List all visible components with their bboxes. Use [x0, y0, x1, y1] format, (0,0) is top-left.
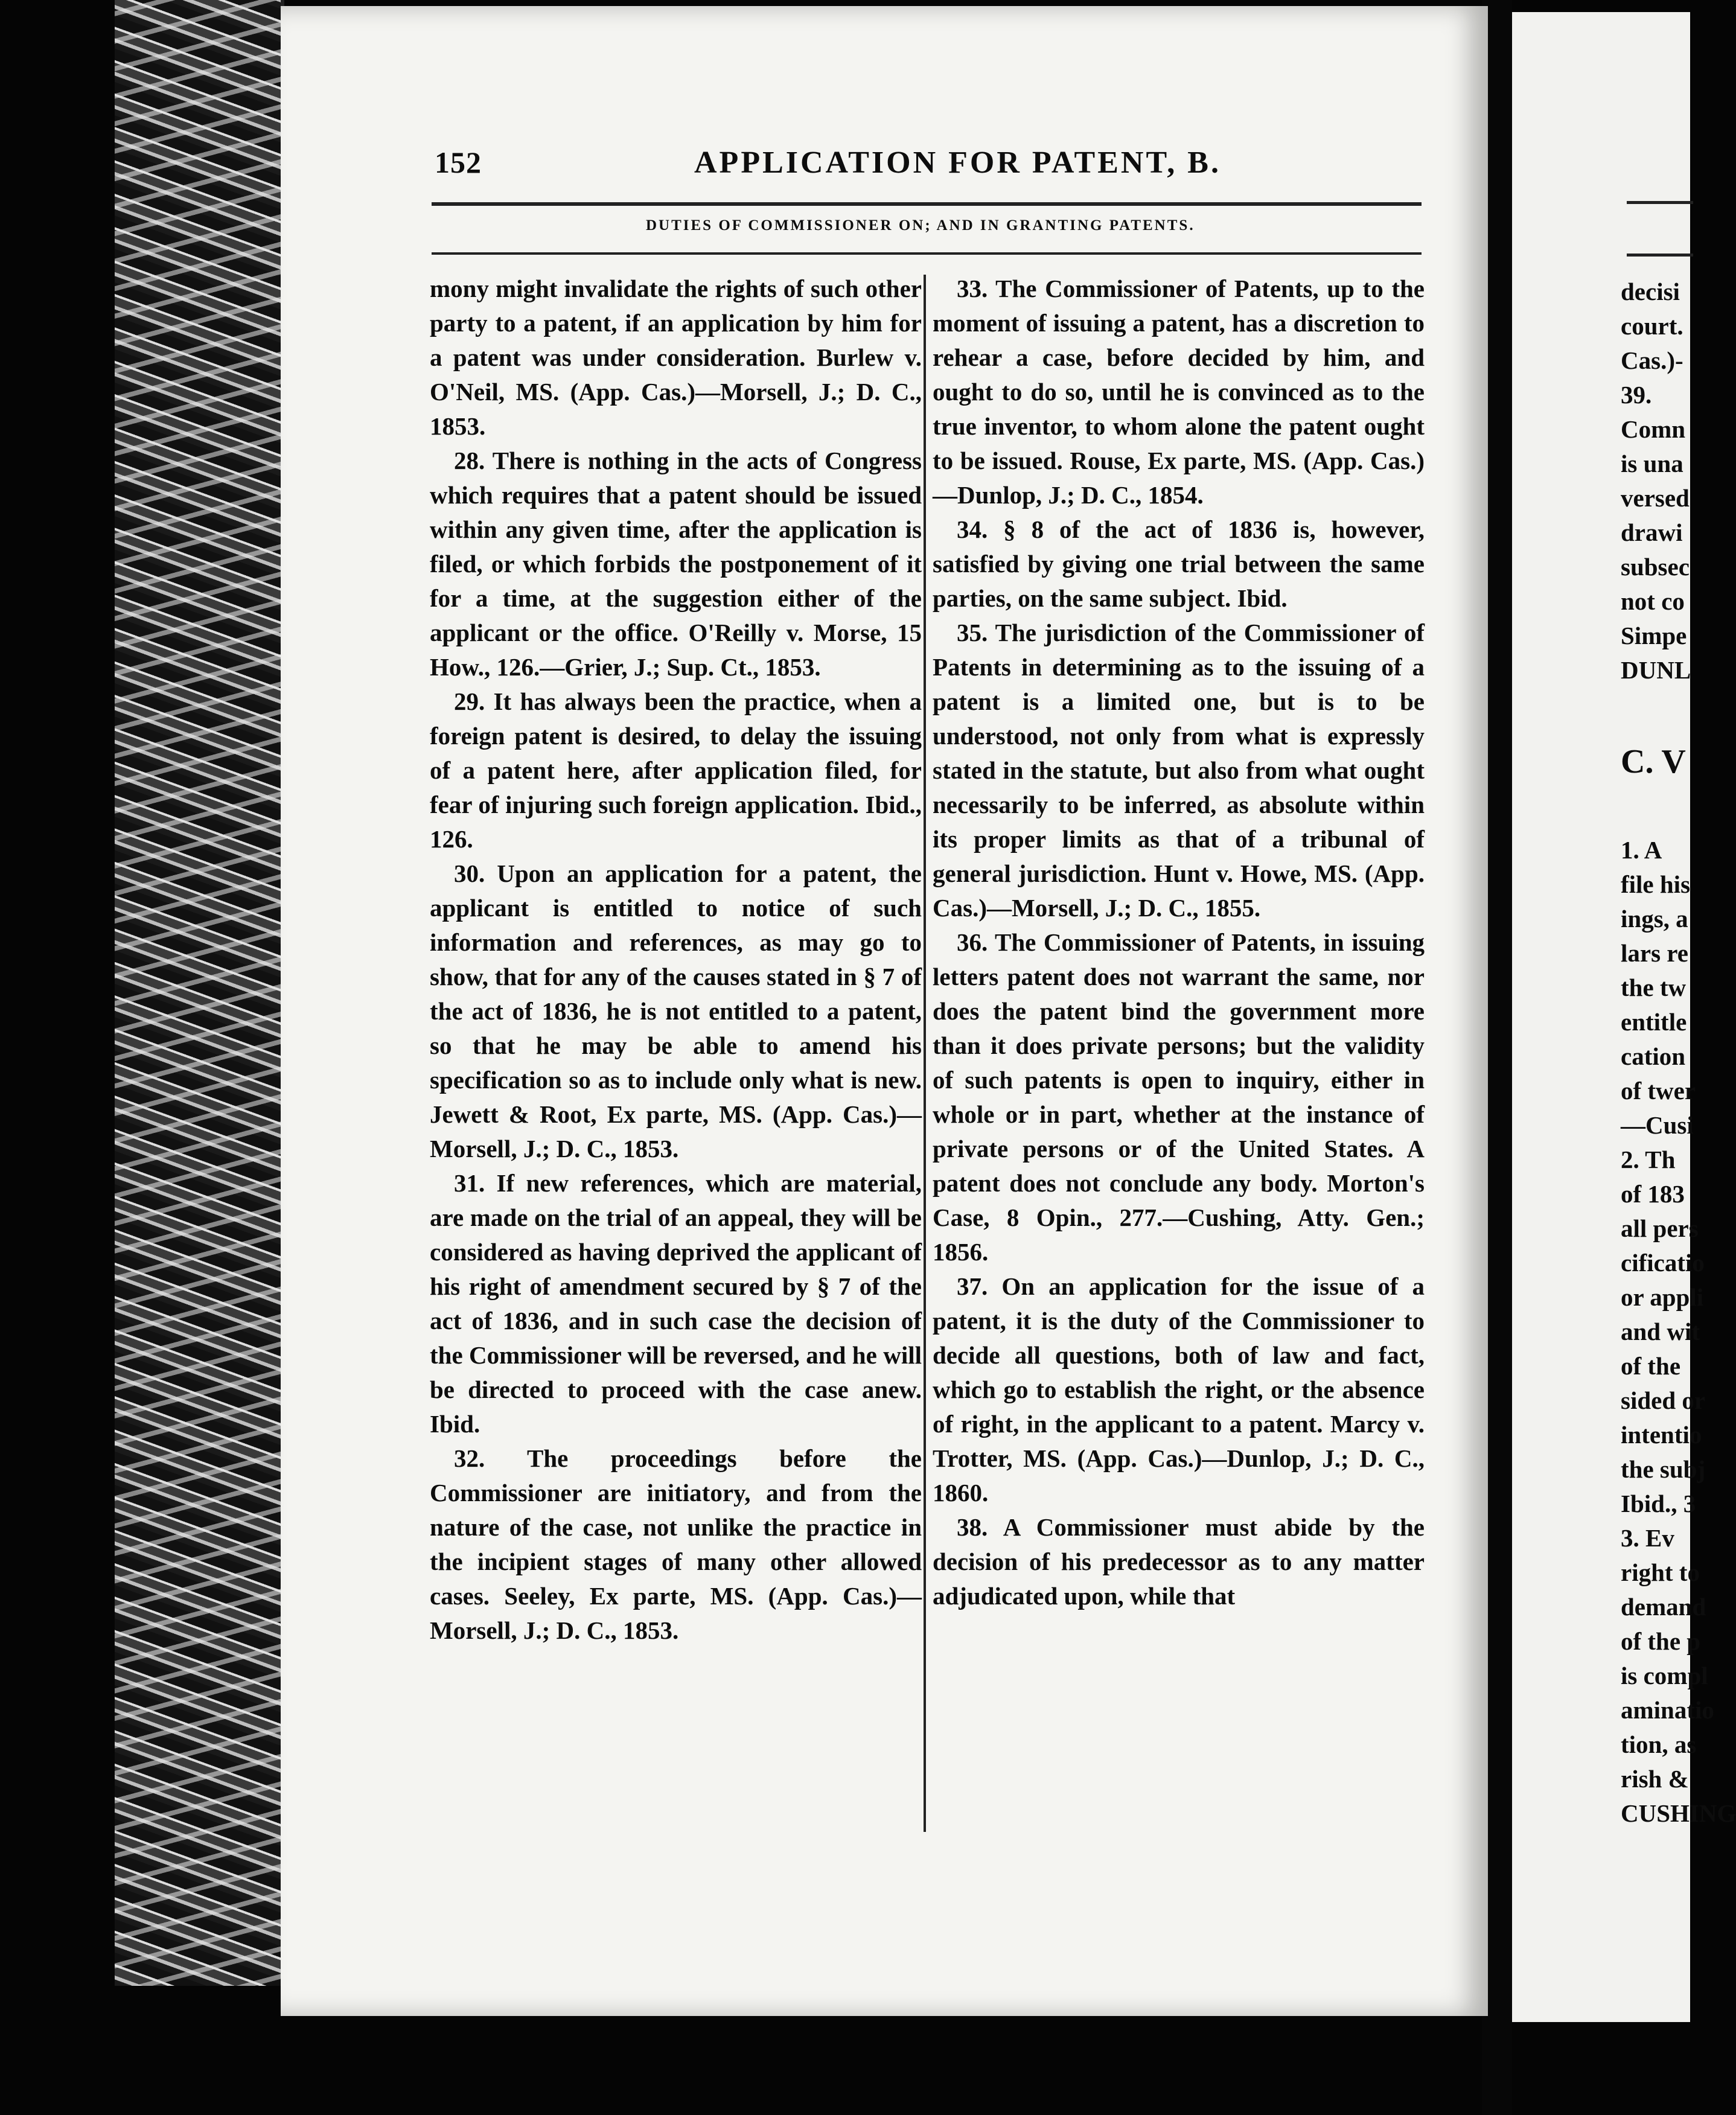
right-page-fragment-line: the tw	[1621, 974, 1687, 1001]
right-page-fragment-line: subsec	[1621, 553, 1690, 581]
right-page-fragment-line: is compl	[1621, 1662, 1708, 1689]
marbled-book-edge	[115, 0, 284, 1986]
right-page-fragment-line: cificatio	[1621, 1249, 1705, 1277]
right-text-column	[933, 272, 1425, 1613]
right-page-fragment-line: entitle	[1621, 1008, 1687, 1036]
right-page-fragment-line: Cas.)-	[1621, 346, 1683, 374]
column-divider	[924, 275, 926, 1832]
right-page-fragment-line: drawi	[1621, 518, 1683, 546]
right-page-fragment-line: file his	[1621, 870, 1691, 898]
right-page-fragment-line: of the p	[1621, 1627, 1701, 1655]
right-page-fragment-line: right to	[1621, 1558, 1700, 1586]
subheading-rule	[432, 252, 1422, 255]
header-rule	[432, 202, 1422, 206]
paragraph-35: 35. The jurisdiction of the Commissioner of Patents in determining as to the issuing of a patent is a limited one, but is to be understood, not only from what is expressly stated in the statute, but also from what ought necessarily to be inferred, as absolute within its proper limits as that of a tribunal of general jurisdiction. Hunt v. Howe, MS. (App. Cas.)—Morsell, J.; D. C., 1855.	[933, 619, 1425, 922]
right-page-fragment-line: sided or	[1621, 1386, 1706, 1414]
right-page-fragment-line: rish &	[1621, 1765, 1689, 1793]
right-page-fragment-line: court.	[1621, 312, 1683, 340]
right-page-fragment-line: versed	[1621, 484, 1690, 512]
right-page-fragment-line: demand	[1621, 1593, 1706, 1621]
paragraph-continued: mony might invalidate the rights of such other party to a patent, if an application by him for a patent was under consideration. Burlew v. O'Neil, MS. (App. Cas.)—Morsell, J.; D. C., 1853.	[430, 275, 922, 440]
right-page-fragment-line: 39.	[1621, 381, 1652, 409]
paragraph-37: 37. On an application for the issue of a patent, it is the duty of the Commissioner to decide all questions, both of law and fact, which go to establish the right, or the absence of right, in the applicant to a patent. Marcy v. Trotter, MS. (App. Cas.)—Dunlop, J.; D. C., 1860.	[933, 1272, 1425, 1507]
paragraph-34: 34. § 8 of the act of 1836 is, however, satisfied by giving one trial between the same parties, on the same subject. Ibid.	[933, 515, 1425, 612]
paragraph-33: 33. The Commissioner of Patents, up to the moment of issuing a patent, has a discretion to rehear a case, before decided by him, and ought to do so, until he is convinced as to the true inventor, to whom alone the patent ought to be issued. Rouse, Ex parte, MS. (App. Cas.)—Dunlop, J.; D. C., 1854.	[933, 275, 1425, 509]
section-subheading: DUTIES OF COMMISSIONER ON; AND IN GRANTING PATENTS.	[646, 217, 1195, 234]
right-page-fragment-line: is una	[1621, 450, 1683, 477]
running-title: APPLICATION FOR PATENT, B.	[694, 145, 1221, 180]
paragraph-36: 36. The Commissioner of Patents, in issuing letters patent does not warrant the same, nor does the patent bind the government more than it does private persons; but the validity of such patents is open to inquiry, either in whole or in part, whether at the instance of private persons or of the United States. A patent does not conclude any body. Morton's Case, 8 Opin., 277.—Cushing, Atty. Gen.; 1856.	[933, 928, 1425, 1266]
right-page-fragment-line: or appli	[1621, 1283, 1704, 1311]
right-page-fragment-line: 1. A	[1621, 836, 1662, 864]
page-header	[435, 145, 1425, 187]
right-page-rule	[1627, 254, 1693, 257]
right-page-fragment-line: of twer	[1621, 1077, 1696, 1105]
right-page-fragment-line: and wit	[1621, 1318, 1700, 1345]
left-text-column	[430, 272, 922, 1648]
right-page-fragment-line: of the	[1621, 1352, 1681, 1380]
right-page-fragment-line: all pers	[1621, 1214, 1699, 1242]
right-page-fragment-line: ings, a	[1621, 905, 1688, 933]
right-page-fragment-line: CUSHING	[1621, 1799, 1736, 1827]
paragraph-31: 31. If new references, which are material, are made on the trial of an appeal, they will be considered as having deprived the applicant of his right of amendment secured by § 7 of the act of 1836, and in such case the decision of the Commissioner will be reversed, and he will be directed to proceed with the case anew. Ibid.	[430, 1169, 922, 1438]
right-page-fragment-line: intentio	[1621, 1421, 1702, 1449]
right-page-fragment-line: not co	[1621, 587, 1685, 615]
right-page-fragment-line: the subj	[1621, 1455, 1706, 1483]
right-page-fragment-line: decisi	[1621, 278, 1680, 305]
right-page-fragment-line: 2. Th	[1621, 1146, 1676, 1173]
right-page-fragment-line: of 183	[1621, 1180, 1685, 1208]
right-page-fragment-line: Comn	[1621, 415, 1686, 443]
right-page-fragment-line: Simpe	[1621, 622, 1687, 649]
page-number: 152	[435, 145, 482, 179]
right-page-fragment-line: 3. Ev	[1621, 1524, 1674, 1552]
paragraph-28: 28. There is nothing in the acts of Congress which requires that a patent should be issued within any given time, after the application is filed, or which forbids the postponement of it for a time, at the suggestion either of the applicant or the office. O'Reilly v. Morse, 15 How., 126.—Grier, J.; Sup. Ct., 1853.	[430, 447, 922, 681]
paragraph-29: 29. It has always been the practice, when a foreign patent is desired, to delay the issuing of a patent here, after application filed, for fear of injuring such foreign application. Ibid., 126.	[430, 687, 922, 853]
right-page-fragment-line: lars re	[1621, 939, 1688, 967]
right-page-fragment-line: aminatio	[1621, 1696, 1714, 1724]
paragraph-30: 30. Upon an application for a patent, the applicant is entitled to notice of such information and references, as may go to show, that for any of the causes stated in § 7 of the act of 1836, he is not entitled to a patent, so that he may be able to amend his specification so as to include only what is new. Jewett & Root, Ex parte, MS. (App. Cas.)—Morsell, J.; D. C., 1853.	[430, 860, 922, 1163]
right-page-fragment-line: DUNL	[1621, 656, 1691, 684]
right-page-fragment-line: cation	[1621, 1042, 1686, 1070]
right-page-fragment-line: tion, as	[1621, 1731, 1697, 1758]
right-page-fragment-line: C. V	[1621, 743, 1686, 780]
paragraph-32: 32. The proceedings before the Commissioner are initiatory, and from the nature of the case, not unlike the practice in the incipient stages of many other allowed cases. Seeley, Ex parte, MS. (App. Cas.)—Morsell, J.; D. C., 1853.	[430, 1444, 922, 1644]
right-page-rule	[1627, 201, 1693, 204]
right-page-fragment-line: —Cusi	[1621, 1111, 1694, 1139]
right-page-fragment-line: Ibid., 3	[1621, 1490, 1696, 1517]
paragraph-38: 38. A Commissioner must abide by the decision of his predecessor as to any matter adjudicated upon, while that	[933, 1513, 1425, 1610]
